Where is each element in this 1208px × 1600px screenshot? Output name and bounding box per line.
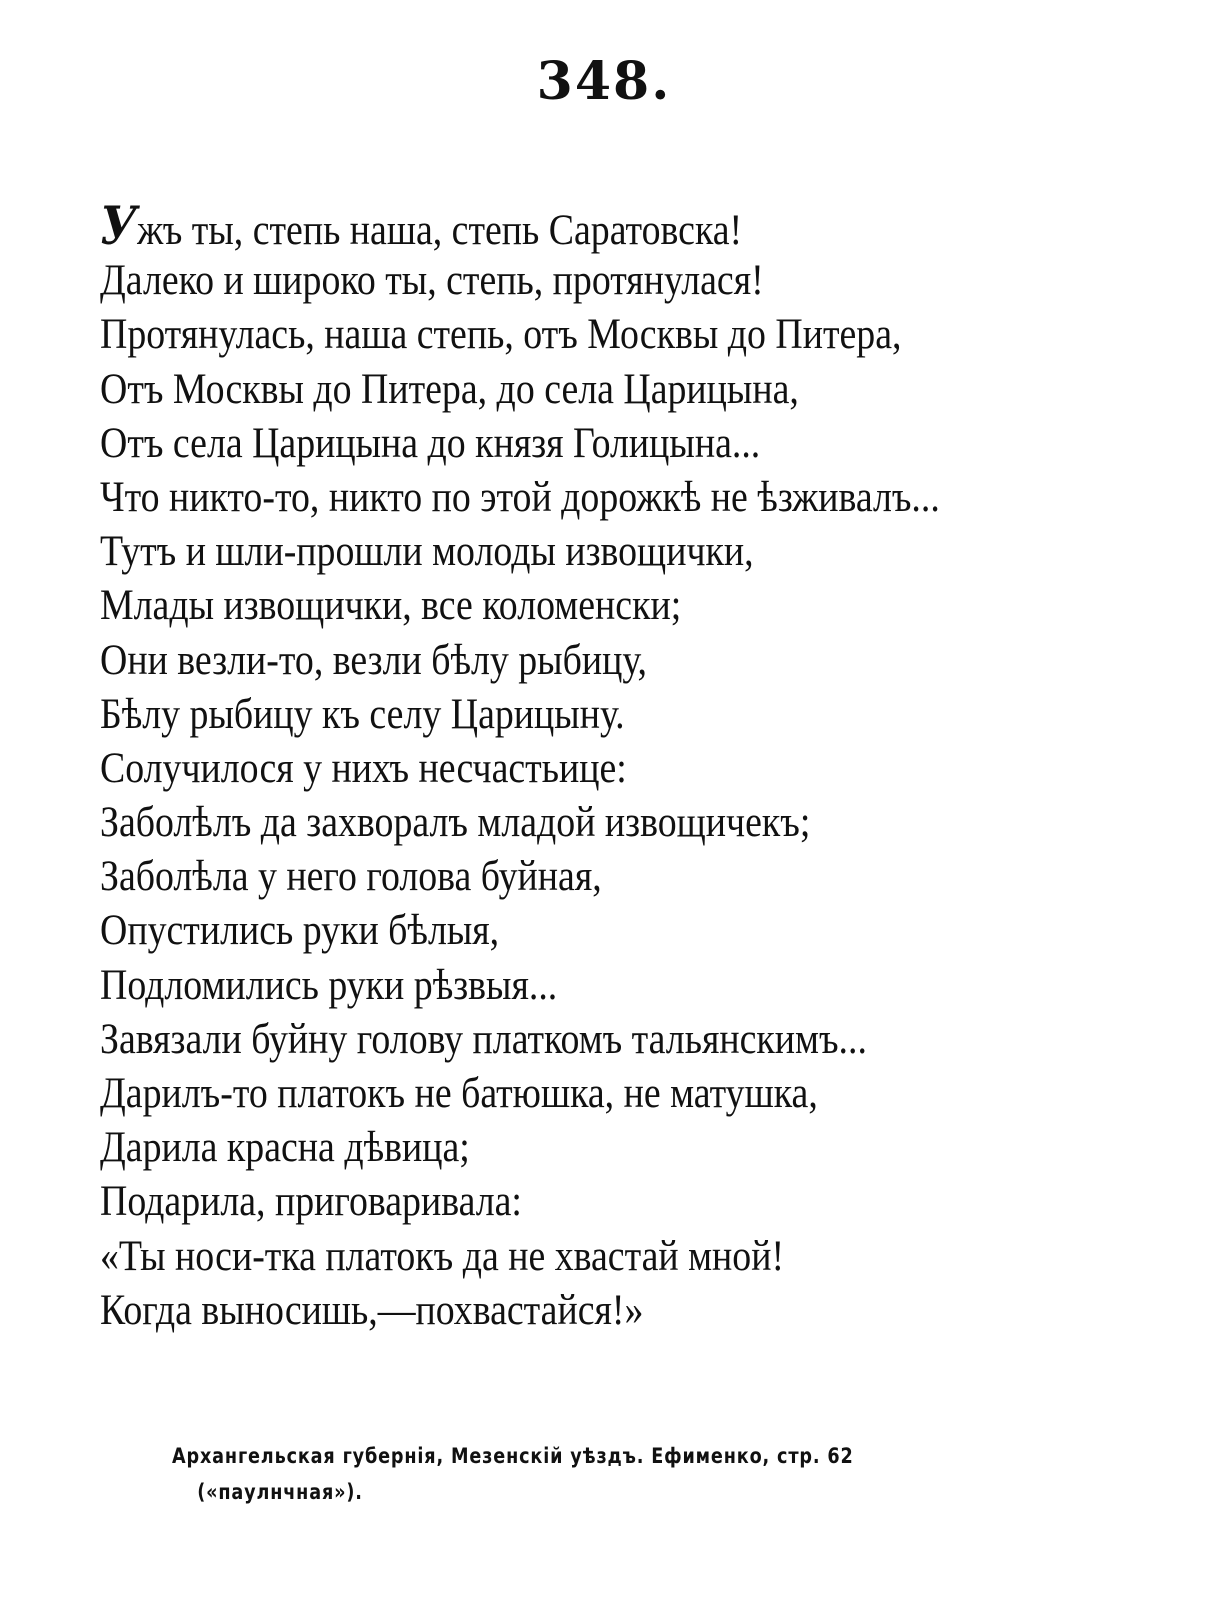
- verse-line: Далеко и широко ты, степь, протянулася!: [100, 257, 764, 305]
- verse-line: Протянулась, наша степь, отъ Москвы до Питера,: [100, 311, 902, 359]
- poem-number: 348.: [536, 51, 672, 112]
- verse-line-1: [100, 196, 1059, 257]
- verse-line: Отъ села Царицына до князя Голицына...: [100, 419, 761, 467]
- verse-line: Что никто-то, никто по этой дорожкѣ не ѣзживалъ...: [100, 473, 940, 521]
- verse-line: Заболѣлъ да захворалъ младой извощичекъ;: [100, 799, 811, 847]
- verse-line: Они везли-то, везли бѣлу рыбицу,: [100, 636, 647, 684]
- source-line-2: («пaулнчная»).: [197, 1480, 363, 1504]
- verse-line: Дарилъ-то платокъ не батюшка, не матушка,: [100, 1070, 818, 1117]
- verse-line: Когда выносишь,—похвастайся!»: [100, 1286, 644, 1334]
- source-citation: [172, 1438, 1012, 1510]
- verse-line: Солучилося у нихъ несчастьице:: [100, 744, 627, 792]
- verse-line: Завязали буйну голову платкомъ тальянскимъ...: [100, 1015, 867, 1063]
- verse-line: Заболѣла у него голова буйная,: [100, 853, 602, 901]
- verse-line: Тутъ и шли-прошли молоды извощички,: [100, 528, 754, 576]
- first-line-text: жъ ты, степь наша, степь Саратовска!: [137, 207, 743, 254]
- verse-line: Подарила, приговаривала:: [100, 1178, 522, 1226]
- verse-line: Подломились руки рѣзвыя...: [100, 961, 558, 1009]
- verse-line: Опустились руки бѣлыя,: [100, 907, 500, 955]
- verse-line: Млады извощички, все коломенски;: [100, 582, 682, 630]
- verse-line: Отъ Москвы до Питера, до села Царицына,: [100, 365, 799, 413]
- drop-cap: У: [100, 196, 138, 257]
- verse-line: Дарила красна дѣвица;: [100, 1124, 470, 1172]
- poem-text: [100, 196, 1059, 1338]
- verse-line: «Ты носи-тка платокъ да не хвастай мной!: [100, 1232, 785, 1280]
- source-line-1: Архангельская губернія, Мезенскій уѣздъ. Ефименко, стр. 62: [172, 1444, 854, 1468]
- verse-line: Бѣлу рыбицу къ селу Царицыну.: [100, 690, 625, 738]
